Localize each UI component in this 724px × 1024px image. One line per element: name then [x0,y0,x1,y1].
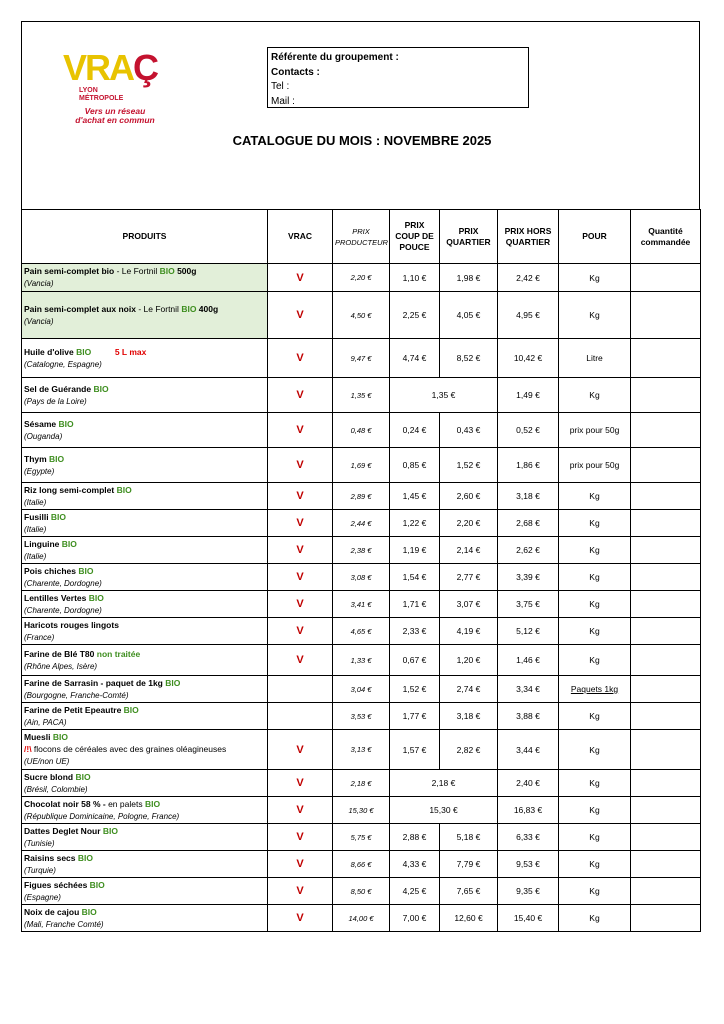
prix-hors-quartier: 1,46 € [498,645,559,676]
prix-coup-de-pouce: 7,00 € [390,905,440,932]
product-weight: 500g [174,266,197,276]
prix-producteur: 9,47 € [333,339,390,378]
logo-subtitle: LYON MÉTROPOLE [79,87,124,102]
vrac-mark [268,676,333,703]
prix-quartier: 2,77 € [440,564,498,591]
unit: Kg [559,770,631,797]
warning-icon: /!\ [24,744,32,754]
prix-quartier: 1,52 € [440,448,498,483]
product-origin: (Italie) [24,524,47,534]
product-origin: (Pays de la Loire) [24,396,87,406]
product-origin: (République Dominicaine, Pologne, France) [24,811,180,821]
unit: Kg [559,703,631,730]
product-origin: (Vancia) [24,279,54,288]
logo-tagline: Vers un réseau d'achat en commun [75,106,155,125]
contacts-label: Contacts : [271,66,320,78]
prix-quartier: 3,07 € [440,591,498,618]
prix-producteur: 15,30 € [333,797,390,824]
quantite-commandee[interactable] [631,264,701,292]
vrac-mark: V [268,339,333,378]
prix-merged: 1,35 € [390,378,498,413]
product-cell [22,537,268,564]
prix-hors-quartier: 3,39 € [498,564,559,591]
unit: prix pour 50g [559,448,631,483]
prix-hors-quartier: 2,42 € [498,264,559,292]
table-row [22,905,701,932]
quantite-commandee[interactable] [631,824,701,851]
prix-producteur: 3,41 € [333,591,390,618]
quantite-commandee[interactable] [631,770,701,797]
referente-label: Référente du groupement : [271,52,399,63]
vrac-mark: V [268,413,333,448]
prix-quartier: 3,18 € [440,703,498,730]
prix-hors-quartier: 3,34 € [498,676,559,703]
product-name: Raisins secs [24,852,78,863]
prix-hors-quartier: 5,12 € [498,618,559,645]
unit: Kg [559,378,631,413]
table-row [22,878,701,905]
bio-label: BIO [75,771,91,782]
vrac-mark: V [268,483,333,510]
product-origin: (UE/non UE) [24,757,70,766]
col-prix-hors-quartier: PRIX HORS QUARTIER [498,210,559,264]
prix-hors-quartier: 1,49 € [498,378,559,413]
bio-label: BIO [102,825,118,836]
prix-coup-de-pouce: 0,24 € [390,413,440,448]
quantite-commandee[interactable] [631,730,701,770]
prix-hors-quartier: 3,18 € [498,483,559,510]
unit: Kg [559,824,631,851]
prix-hors-quartier: 16,83 € [498,797,559,824]
prix-quartier: 1,20 € [440,645,498,676]
product-name: Farine de Sarrasin - paquet de 1kg [24,677,166,688]
product-cell [22,483,268,510]
col-prix-producteur: PRIX PRODUCTEUR [333,210,390,264]
product-cell [22,851,268,878]
quantite-commandee[interactable] [631,378,701,413]
table-row [22,413,701,448]
product-name: Thym [24,453,50,464]
prix-hors-quartier: 3,88 € [498,703,559,730]
table-row [22,483,701,510]
product-name: Pain semi-complet aux noix [24,303,136,314]
prix-coup-de-pouce: 4,25 € [390,878,440,905]
prix-quartier: 12,60 € [440,905,498,932]
bio-label: BIO [89,879,105,890]
unit: prix pour 50g [559,413,631,448]
prix-coup-de-pouce: 1,10 € [390,264,440,292]
unit: Kg [559,878,631,905]
prix-hors-quartier: 2,68 € [498,510,559,537]
prix-quartier: 2,60 € [440,483,498,510]
prix-producteur: 1,33 € [333,645,390,676]
product-cell [22,564,268,591]
product-cell [22,413,268,448]
product-cell [22,448,268,483]
product-name: Haricots rouges lingots [24,619,119,630]
table-row [22,703,701,730]
unit: Kg [559,510,631,537]
table-row [22,824,701,851]
product-weight: 400g [196,303,219,314]
product-cell [22,645,268,676]
product-cell [22,591,268,618]
product-origin: (Tunisie) [24,838,55,848]
prix-coup-de-pouce: 0,85 € [390,448,440,483]
table-row [22,591,701,618]
product-cell [22,292,268,339]
prix-producteur: 5,75 € [333,824,390,851]
unit: Kg [559,730,631,770]
product-origin: (Rhône Alpes, Isère) [24,661,98,671]
product-name: Noix de cajou [24,906,82,917]
product-name: Farine de Blé T80 [24,648,97,659]
quantite-commandee[interactable] [631,339,701,378]
product-origin: (Turquie) [24,865,56,875]
product-cell [22,878,268,905]
bio-label: BIO [52,732,68,742]
product-cell [22,824,268,851]
bio-label: BIO [181,303,197,314]
quantite-commandee[interactable] [631,591,701,618]
prix-coup-de-pouce: 4,74 € [390,339,440,378]
prix-coup-de-pouce: 1,57 € [390,730,440,770]
quantite-commandee[interactable] [631,292,701,339]
table-row [22,730,701,770]
bio-label: non traitée [96,648,141,659]
vrac-mark: V [268,797,333,824]
unit: Litre [559,339,631,378]
bio-label: BIO [144,798,161,809]
product-origin: (Egypte) [24,466,55,476]
table-row [22,264,701,292]
product-extra: - Le Fortnil [135,303,182,314]
prix-hors-quartier: 15,40 € [498,905,559,932]
prix-quartier: 7,79 € [440,851,498,878]
bio-label: BIO [116,484,132,495]
prix-coup-de-pouce: 0,67 € [390,645,440,676]
product-name: Muesli [24,732,53,742]
unit: Kg [559,645,631,676]
prix-producteur: 1,35 € [333,378,390,413]
unit: Kg [559,591,631,618]
product-cell [22,618,268,645]
bio-label: BIO [49,453,65,464]
quantite-commandee[interactable] [631,703,701,730]
product-cell [22,905,268,932]
product-name: Dattes Deglet Nour [24,825,103,836]
product-cell [22,676,268,703]
unit: Kg [559,483,631,510]
prix-producteur: 0,48 € [333,413,390,448]
prix-coup-de-pouce: 1,19 € [390,537,440,564]
vrac-mark [268,703,333,730]
prix-quartier: 5,18 € [440,824,498,851]
prix-producteur: 2,20 € [333,264,390,292]
table-row [22,510,701,537]
limit-note: 5 L max [114,346,147,357]
prix-hors-quartier: 3,75 € [498,591,559,618]
table-row [22,797,701,824]
header-row [22,210,701,264]
table-row [22,537,701,564]
prix-quartier: 2,14 € [440,537,498,564]
bio-label: BIO [123,704,139,715]
prix-hors-quartier: 3,44 € [498,730,559,770]
quantite-commandee[interactable] [631,851,701,878]
prix-coup-de-pouce: 2,25 € [390,292,440,339]
product-origin: (Espagne) [24,892,61,902]
table-row [22,292,701,339]
product-name: Linguine [24,538,62,549]
prix-coup-de-pouce: 1,52 € [390,676,440,703]
prix-producteur: 3,04 € [333,676,390,703]
product-cell [22,510,268,537]
product-origin: (Catalogne, Espagne) [24,359,102,369]
product-origin: (Ouganda) [24,431,63,441]
prix-hors-quartier: 2,62 € [498,537,559,564]
product-cell [22,703,268,730]
prix-coup-de-pouce: 2,33 € [390,618,440,645]
table-row [22,770,701,797]
prix-hors-quartier: 10,42 € [498,339,559,378]
product-name: Figues séchées [24,879,90,890]
vrac-mark: V [268,824,333,851]
vrac-mark: V [268,564,333,591]
bio-label: BIO [159,266,175,276]
prix-hors-quartier: 0,52 € [498,413,559,448]
quantite-commandee[interactable] [631,905,701,932]
col-vrac: VRAC [268,210,333,264]
table-row [22,676,701,703]
logo-wordmark: VRAÇ [63,47,158,88]
prix-hors-quartier: 2,40 € [498,770,559,797]
table-row [22,564,701,591]
product-origin: (Charente, Dordogne) [24,605,102,615]
product-origin: (Brésil, Colombie) [24,784,88,794]
bio-label: BIO [76,346,92,357]
vrac-logo [63,47,173,130]
prix-producteur: 2,38 € [333,537,390,564]
table-row [22,851,701,878]
quantite-commandee[interactable] [631,537,701,564]
quantite-commandee[interactable] [631,510,701,537]
quantite-commandee[interactable] [631,413,701,448]
vrac-mark: V [268,878,333,905]
bio-label: BIO [58,418,74,429]
product-cell [22,264,268,292]
product-origin: (Ain, PACA) [24,717,67,727]
unit: Kg [559,797,631,824]
product-name: Farine de Petit Epeautre [24,704,124,715]
prix-producteur: 4,65 € [333,618,390,645]
prix-producteur: 2,18 € [333,770,390,797]
quantite-commandee[interactable] [631,618,701,645]
vrac-mark: V [268,645,333,676]
vrac-mark: V [268,292,333,339]
prix-quartier: 4,05 € [440,292,498,339]
prix-quartier: 0,43 € [440,413,498,448]
vrac-mark: V [268,770,333,797]
vrac-mark: V [268,730,333,770]
table-row [22,339,701,378]
vrac-mark: V [268,378,333,413]
product-name: Pois chiches [24,565,79,576]
unit: Kg [559,292,631,339]
prix-producteur: 1,69 € [333,448,390,483]
product-origin: (Charente, Dordogne) [24,578,102,588]
vrac-mark: V [268,851,333,878]
prix-quartier: 2,20 € [440,510,498,537]
product-name: Riz long semi-complet [24,484,117,495]
prix-hors-quartier: 9,53 € [498,851,559,878]
quantite-commandee[interactable] [631,878,701,905]
vrac-mark: V [268,264,333,292]
product-origin: (France) [24,632,55,642]
prix-hors-quartier: 4,95 € [498,292,559,339]
catalogue-table [21,209,701,932]
quantite-commandee[interactable] [631,448,701,483]
col-prix-coup-de-pouce: PRIX COUP DE POUCE [390,210,440,264]
table-row [22,378,701,413]
prix-coup-de-pouce: 1,71 € [390,591,440,618]
bio-label: BIO [93,383,109,394]
page-title: CATALOGUE DU MOIS : NOVEMBRE 2025 [232,133,492,148]
prix-quartier: 4,19 € [440,618,498,645]
product-cell [22,378,268,413]
col-produits: PRODUITS [22,210,268,264]
prix-producteur: 14,00 € [333,905,390,932]
product-origin: (Vancia) [24,316,54,326]
product-origin: (Mali, Franche Comté) [24,919,104,929]
product-origin: (Bourgogne, Franche-Comté) [24,690,129,700]
col-quantite: Quantité commandée [631,210,701,264]
prix-producteur: 2,44 € [333,510,390,537]
prix-hors-quartier: 1,86 € [498,448,559,483]
product-name: Sucre blond [24,771,76,782]
vrac-mark: V [268,537,333,564]
unit: Kg [559,618,631,645]
mail-label: Mail : [271,95,295,107]
contact-box [267,47,529,108]
warning-text: flocons de céréales avec des graines oléagineuses [31,744,227,754]
unit: Kg [559,264,631,292]
quantite-commandee[interactable] [631,676,701,703]
prix-coup-de-pouce: 1,22 € [390,510,440,537]
product-cell [22,339,268,378]
bio-label: BIO [77,852,93,863]
bio-label: BIO [50,511,67,522]
vrac-mark: V [268,448,333,483]
product-name: Chocolat noir 58 % - [24,798,106,809]
product-cell [22,730,268,770]
bio-label: BIO [61,538,77,549]
table-row [22,618,701,645]
table-row [22,645,701,676]
prix-producteur: 8,66 € [333,851,390,878]
prix-coup-de-pouce: 1,54 € [390,564,440,591]
prix-quartier: 2,74 € [440,676,498,703]
vrac-mark: V [268,510,333,537]
vrac-mark: V [268,591,333,618]
prix-producteur: 8,50 € [333,878,390,905]
product-name: Fusilli [24,511,51,522]
bio-label: BIO [78,565,94,576]
prix-merged: 15,30 € [390,797,498,824]
product-name: Sésame [24,418,59,429]
prix-quartier: 2,82 € [440,730,498,770]
prix-producteur: 3,53 € [333,703,390,730]
prix-coup-de-pouce: 4,33 € [390,851,440,878]
product-name: Lentilles Vertes [24,592,89,603]
product-name: Pain semi-complet bio [24,266,115,276]
quantite-commandee[interactable] [631,797,701,824]
unit: Paquets 1kg [559,676,631,703]
bio-label: BIO [88,592,104,603]
product-cell [22,770,268,797]
prix-producteur: 2,89 € [333,483,390,510]
quantite-commandee[interactable] [631,483,701,510]
bio-label: BIO [81,906,97,917]
quantite-commandee[interactable] [631,645,701,676]
tel-label: Tel : [271,81,290,92]
product-origin: (Italie) [24,497,47,507]
prix-quartier: 7,65 € [440,878,498,905]
prix-quartier: 8,52 € [440,339,498,378]
prix-coup-de-pouce: 1,77 € [390,703,440,730]
quantite-commandee[interactable] [631,564,701,591]
vrac-mark: V [268,618,333,645]
col-prix-quartier: PRIX QUARTIER [440,210,498,264]
table-row [22,448,701,483]
product-extra: - Le Fortnil [114,266,160,276]
prix-producteur: 4,50 € [333,292,390,339]
prix-quartier: 1,98 € [440,264,498,292]
prix-coup-de-pouce: 1,45 € [390,483,440,510]
product-cell [22,797,268,824]
product-extra: en palets [105,798,145,809]
unit: Kg [559,905,631,932]
product-name: Huile d'olive [24,346,77,357]
bio-label: BIO [165,677,181,688]
prix-coup-de-pouce: 2,88 € [390,824,440,851]
unit: Kg [559,564,631,591]
product-name: Sel de Guérande [24,383,94,394]
unit: Kg [559,851,631,878]
prix-merged: 2,18 € [390,770,498,797]
unit: Kg [559,537,631,564]
prix-producteur: 3,13 € [333,730,390,770]
product-origin: (Italie) [24,551,47,561]
prix-producteur: 3,08 € [333,564,390,591]
prix-hors-quartier: 6,33 € [498,824,559,851]
prix-hors-quartier: 9,35 € [498,878,559,905]
vrac-mark: V [268,905,333,932]
col-pour: POUR [559,210,631,264]
